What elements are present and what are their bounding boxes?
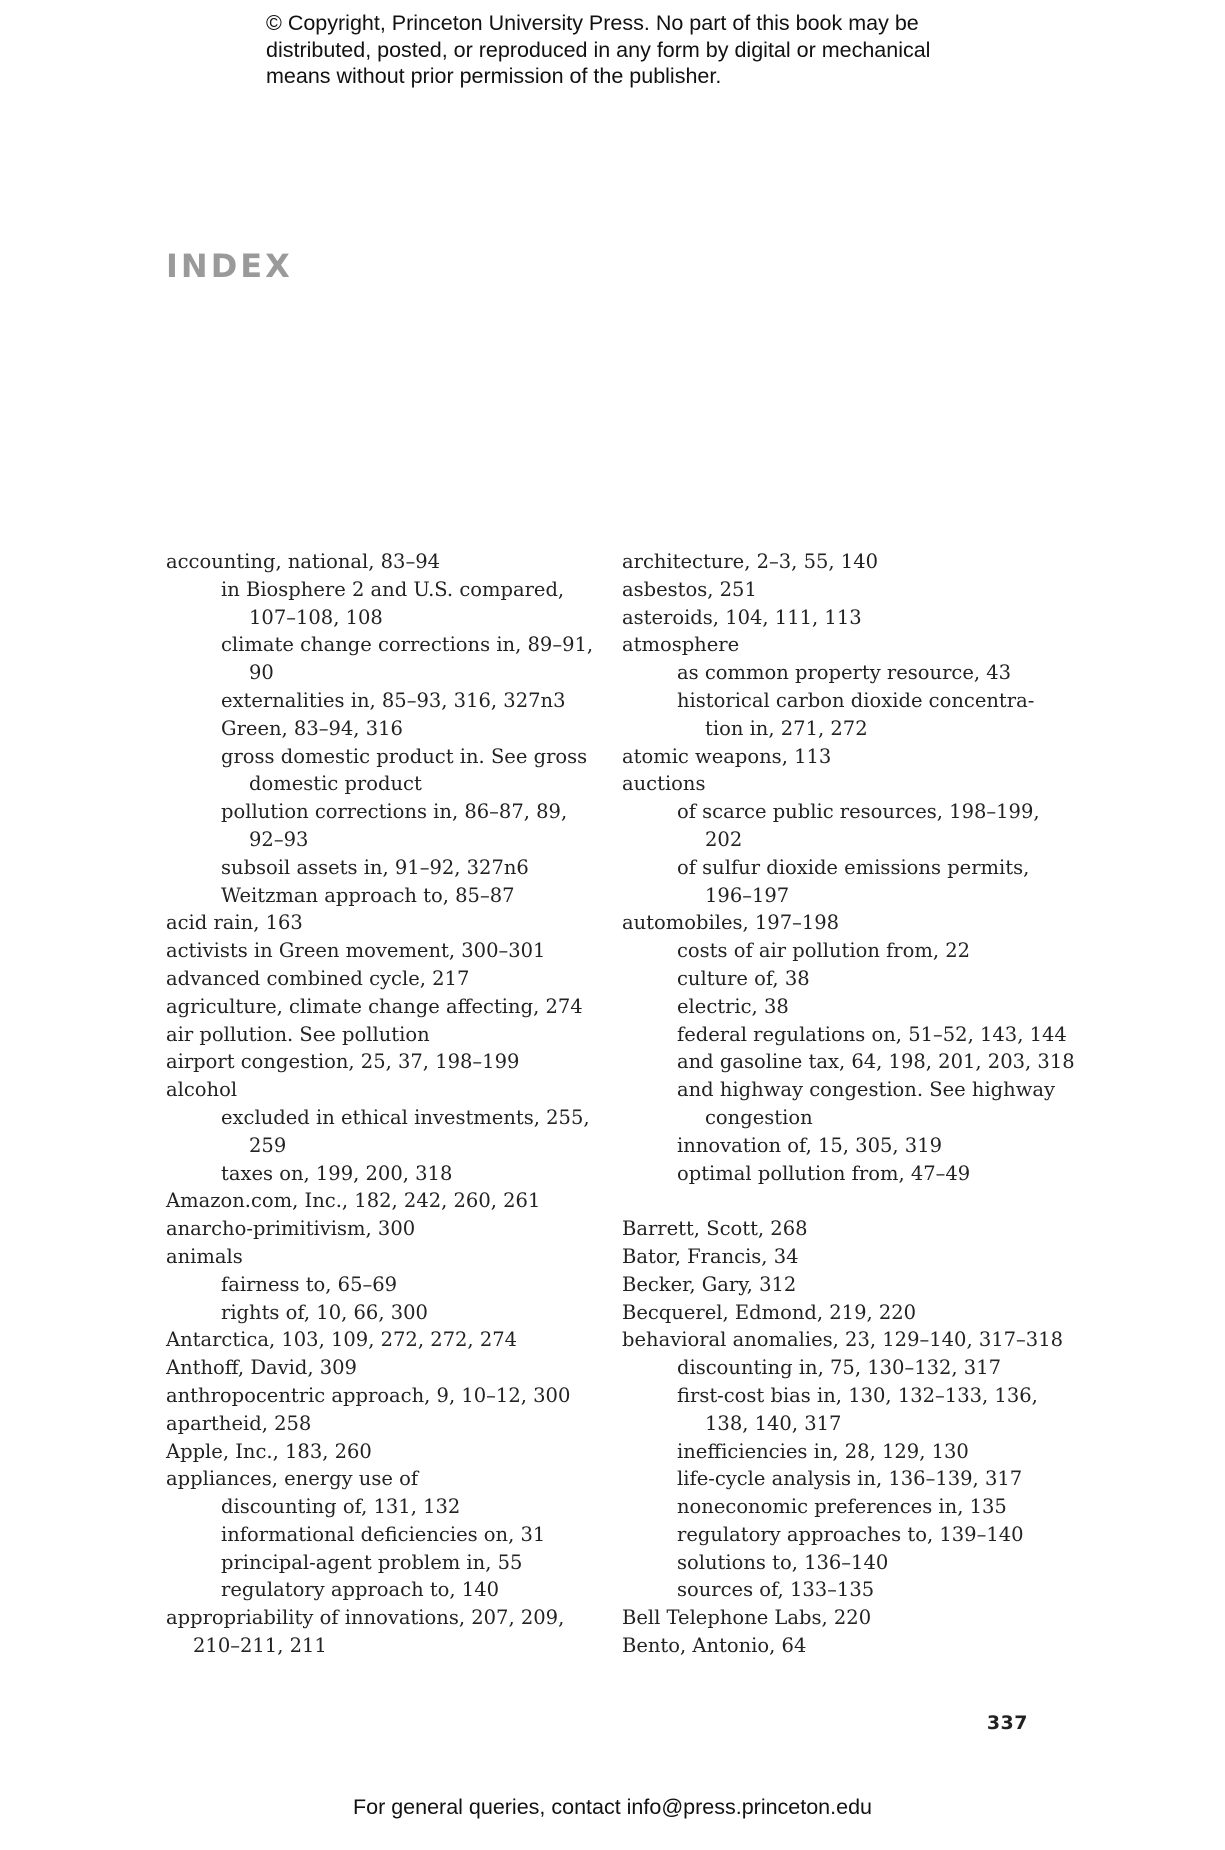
index-entry: accounting, national, 83–94 bbox=[166, 550, 441, 573]
index-gap bbox=[622, 1187, 1042, 1215]
index-entry: acid rain, 163 bbox=[166, 911, 303, 935]
index-column-right bbox=[622, 548, 1075, 1660]
index-entry: auctions bbox=[622, 772, 706, 796]
index-entry: airport congestion, 25, 37, 198–199 bbox=[166, 1050, 520, 1074]
index-entry: regulatory approaches to, 139–140 bbox=[677, 1522, 1024, 1546]
index-entry: life-cycle analysis in, 136–139, 317 bbox=[677, 1467, 1023, 1491]
index-entry: informational deficiencies on, 31 bbox=[221, 1522, 546, 1546]
index-entry: congestion bbox=[705, 1105, 813, 1129]
index-entry: gross domestic product in. See gross bbox=[221, 744, 588, 768]
index-entry: Barrett, Scott, 268 bbox=[622, 1217, 808, 1241]
copyright-notice bbox=[266, 10, 1006, 90]
index-entry: 90 bbox=[249, 661, 274, 685]
copyright-line: distributed, posted, or reproduced in any form by digital or mechanical bbox=[266, 37, 931, 62]
index-entry: Weitzman approach to, 85–87 bbox=[221, 883, 515, 907]
index-entry: Antarctica, 103, 109, 272, 272, 274 bbox=[166, 1328, 518, 1352]
index-entry: Bator, Francis, 34 bbox=[622, 1244, 799, 1268]
index-entry: Becquerel, Edmond, 219, 220 bbox=[622, 1300, 917, 1324]
index-entry: federal regulations on, 51–52, 143, 144 bbox=[677, 1022, 1067, 1046]
index-entry: taxes on, 199, 200, 318 bbox=[221, 1161, 453, 1185]
index-entry: 92–93 bbox=[249, 827, 309, 851]
index-entry: inefficiencies in, 28, 129, 130 bbox=[677, 1439, 969, 1463]
index-entry: architecture, 2–3, 55, 140 bbox=[622, 550, 879, 573]
index-entry: first-cost bias in, 130, 132–133, 136, bbox=[677, 1383, 1038, 1407]
index-entry: Anthoff, David, 309 bbox=[166, 1356, 357, 1380]
copyright-line: © Copyright, Princeton University Press. No part of this book may be bbox=[266, 11, 919, 35]
index-entry: and highway congestion. See highway bbox=[677, 1078, 1056, 1102]
index-entry: agriculture, climate change affecting, 274 bbox=[166, 994, 583, 1018]
index-entry: domestic product bbox=[249, 772, 422, 796]
index-entry: asteroids, 104, 111, 113 bbox=[622, 605, 862, 629]
index-entry: behavioral anomalies, 23, 129–140, 317–318 bbox=[622, 1328, 1064, 1352]
index-entry: and gasoline tax, 64, 198, 201, 203, 318 bbox=[677, 1050, 1075, 1074]
index-entry: activists in Green movement, 300–301 bbox=[166, 939, 546, 963]
index-entry: rights of, 10, 66, 300 bbox=[221, 1300, 428, 1324]
index-entry: discounting in, 75, 130–132, 317 bbox=[677, 1356, 1002, 1380]
index-entry: subsoil assets in, 91–92, 327n6 bbox=[221, 855, 529, 879]
index-entry: solutions to, 136–140 bbox=[677, 1550, 889, 1574]
index-entry: 138, 140, 317 bbox=[705, 1411, 842, 1435]
copyright-line: means without prior permission of the publisher. bbox=[266, 64, 722, 88]
index-entry: Amazon.com, Inc., 182, 242, 260, 261 bbox=[166, 1189, 541, 1213]
index-entry: Becker, Gary, 312 bbox=[622, 1272, 797, 1296]
index-entry: discounting of, 131, 132 bbox=[221, 1495, 461, 1519]
index-entry: appropriability of innovations, 207, 209, bbox=[166, 1606, 565, 1630]
index-entry: as common property resource, 43 bbox=[677, 661, 1012, 685]
index-entry: Bento, Antonio, 64 bbox=[622, 1634, 807, 1658]
index-entry: costs of air pollution from, 22 bbox=[677, 939, 971, 963]
index-entry: of sulfur dioxide emissions permits, bbox=[677, 855, 1030, 879]
page-number: 337 bbox=[986, 1712, 1028, 1734]
index-entry: pollution corrections in, 86–87, 89, bbox=[221, 800, 568, 824]
index-entry: asbestos, 251 bbox=[622, 577, 757, 601]
index-entry: 202 bbox=[705, 827, 743, 851]
index-entry: alcohol bbox=[166, 1078, 238, 1102]
index-entry: noneconomic preferences in, 135 bbox=[677, 1495, 1007, 1519]
index-entry: anthropocentric approach, 9, 10–12, 300 bbox=[166, 1383, 571, 1407]
index-entry: in Biosphere 2 and U.S. compared, bbox=[221, 577, 565, 601]
index-entry: sources of, 133–135 bbox=[677, 1578, 875, 1602]
index-entry: 259 bbox=[249, 1133, 287, 1157]
index-entry: electric, 38 bbox=[677, 994, 789, 1018]
index-entry: advanced combined cycle, 217 bbox=[166, 966, 470, 990]
index-entry: tion in, 271, 272 bbox=[705, 716, 868, 740]
page-title: INDEX bbox=[166, 247, 293, 285]
index-entry: regulatory approach to, 140 bbox=[221, 1578, 500, 1602]
index-entry: 210–211, 211 bbox=[193, 1634, 327, 1658]
index-entry: climate change corrections in, 89–91, bbox=[221, 633, 594, 657]
index-entry: historical carbon dioxide concentra- bbox=[677, 688, 1035, 712]
index-entry: anarcho-primitivism, 300 bbox=[166, 1217, 416, 1241]
index-entry: optimal pollution from, 47–49 bbox=[677, 1161, 971, 1185]
index-entry: animals bbox=[166, 1244, 243, 1268]
footer-contact: For general queries, contact info@press.princeton.edu bbox=[352, 1795, 872, 1819]
index-entry: appliances, energy use of bbox=[166, 1467, 419, 1491]
index-entry: of scarce public resources, 198–199, bbox=[677, 800, 1040, 824]
index-entry: excluded in ethical investments, 255, bbox=[221, 1105, 590, 1129]
index-entry: Bell Telephone Labs, 220 bbox=[622, 1606, 872, 1630]
index-entry: atmosphere bbox=[622, 633, 740, 657]
index-entry: innovation of, 15, 305, 319 bbox=[677, 1133, 943, 1157]
index-entry: Green, 83–94, 316 bbox=[221, 716, 403, 740]
index-entry: 107–108, 108 bbox=[249, 605, 383, 629]
index-entry: air pollution. See pollution bbox=[166, 1022, 430, 1046]
index-entry: externalities in, 85–93, 316, 327n3 bbox=[221, 688, 566, 712]
index-column-left bbox=[166, 548, 594, 1660]
index-entry: automobiles, 197–198 bbox=[622, 911, 840, 935]
index-entry: principal-agent problem in, 55 bbox=[221, 1550, 523, 1574]
index-entry: fairness to, 65–69 bbox=[221, 1272, 398, 1296]
index-entry: culture of, 38 bbox=[677, 966, 810, 990]
index-entry: 196–197 bbox=[705, 883, 790, 907]
index-entry: atomic weapons, 113 bbox=[622, 744, 832, 768]
index-entry: apartheid, 258 bbox=[166, 1411, 312, 1435]
index-entry: Apple, Inc., 183, 260 bbox=[166, 1439, 372, 1463]
